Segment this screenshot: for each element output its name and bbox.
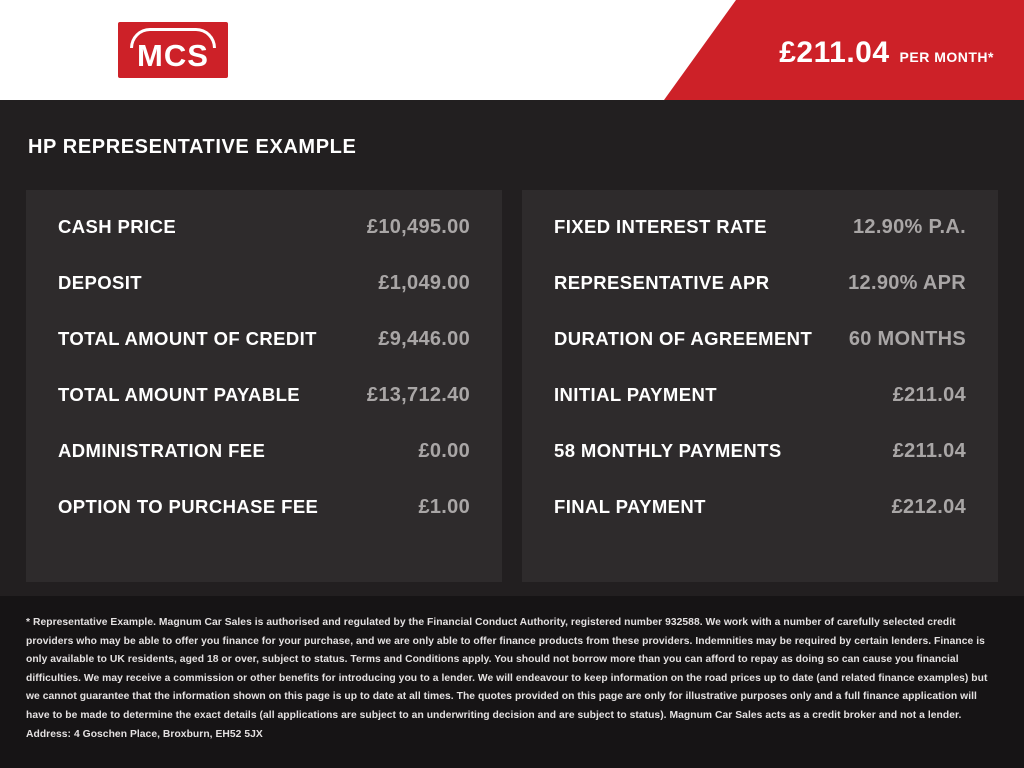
footer-disclaimer xyxy=(0,596,1024,768)
table-row xyxy=(58,272,470,328)
finance-panel-left xyxy=(26,190,502,582)
table-row xyxy=(554,216,966,272)
row-label: 58 MONTHLY PAYMENTS xyxy=(554,440,782,461)
row-value: £212.04 xyxy=(891,496,966,518)
row-label: TOTAL AMOUNT OF CREDIT xyxy=(58,328,317,349)
row-label: DEPOSIT xyxy=(58,272,143,293)
row-label: CASH PRICE xyxy=(58,216,177,237)
row-label: TOTAL AMOUNT PAYABLE xyxy=(58,384,301,405)
row-label: OPTION TO PURCHASE FEE xyxy=(58,496,319,517)
table-row xyxy=(554,440,966,496)
row-label: DURATION OF AGREEMENT xyxy=(554,328,813,349)
table-row xyxy=(58,216,470,272)
row-label: REPRESENTATIVE APR xyxy=(554,272,770,293)
finance-panel-right xyxy=(522,190,998,582)
row-value: £1.00 xyxy=(418,496,470,518)
row-value: £211.04 xyxy=(892,384,966,406)
table-row xyxy=(58,496,470,552)
row-label: ADMINISTRATION FEE xyxy=(58,440,266,461)
price-suffix: PER MONTH* xyxy=(899,49,994,65)
table-row xyxy=(58,384,470,440)
row-value: 12.90% APR xyxy=(848,272,966,294)
row-label: INITIAL PAYMENT xyxy=(554,384,717,405)
table-row xyxy=(58,440,470,496)
row-label: FINAL PAYMENT xyxy=(554,496,706,517)
page-header xyxy=(0,0,1024,100)
logo-text: MCS xyxy=(137,38,209,73)
price-amount: £211.04 xyxy=(779,36,890,69)
mcs-logo xyxy=(118,22,228,78)
finance-details-panels xyxy=(26,190,998,582)
row-value: £9,446.00 xyxy=(378,328,470,350)
page-title: HP REPRESENTATIVE EXAMPLE xyxy=(28,136,357,158)
table-row xyxy=(554,496,966,552)
table-row xyxy=(58,328,470,384)
table-row xyxy=(554,384,966,440)
row-label: FIXED INTEREST RATE xyxy=(554,216,767,237)
disclaimer-text: * Representative Example. Magnum Car Sales is authorised and regulated by the Financial Conduct Authority, registered number 932588. We work with a number of carefully selected credit providers who may be able to offer you finance for your purchase, and we are only able to offer finance products from these providers. Indemnities may be required by certain lenders. Finance is only available to UK residents, aged 18 or over, subject to status. Terms and Conditions apply. You should not borrow more than you can afford to repay as doing so can cause you financial difficulties. We may receive a commission or other benefits for introducing you to a lender. We will endeavour to keep information on the road prices up to date (and related finance examples) but we cannot guarantee that the information shown on this page is up to date at all times. The quotes provided on this page are only for illustrative purposes only and a full finance application will have to be made to determine the exact details (all applications are subject to an underwriting decision and are subject to status). Magnum Car Sales acts as a credit broker and not a lender. Address: 4 Goschen Place, Broxburn, EH52 5JX xyxy=(26,617,988,740)
row-value: 12.90% P.A. xyxy=(852,216,966,238)
row-value: £0.00 xyxy=(418,440,470,462)
row-value: £10,495.00 xyxy=(366,216,470,238)
monthly-price xyxy=(779,36,994,70)
row-value: 60 MONTHS xyxy=(848,328,966,350)
row-value: £13,712.40 xyxy=(366,384,470,406)
table-row xyxy=(554,328,966,384)
row-value: £211.04 xyxy=(892,440,966,462)
row-value: £1,049.00 xyxy=(378,272,470,294)
table-row xyxy=(554,272,966,328)
